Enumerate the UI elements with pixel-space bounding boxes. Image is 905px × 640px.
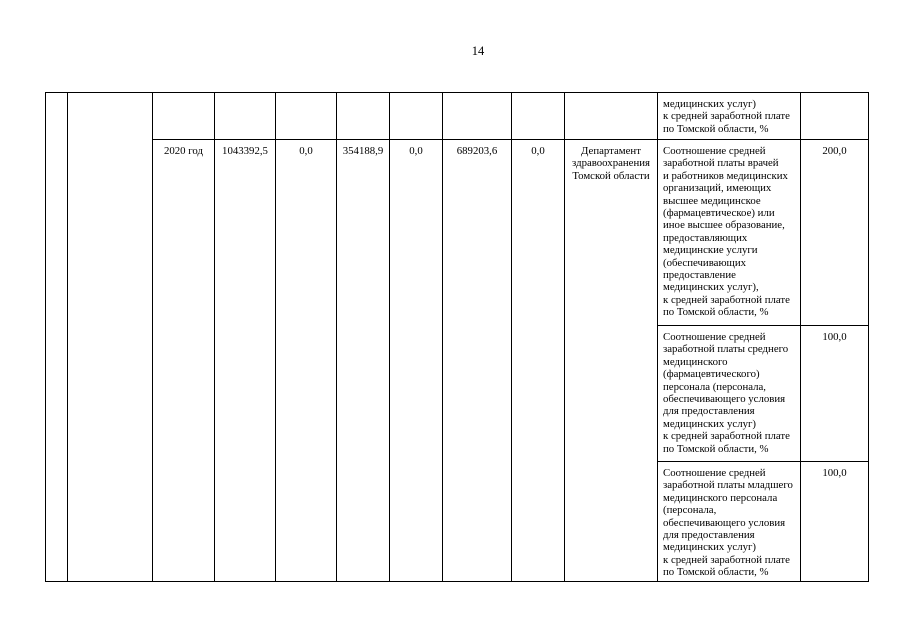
amount-cell: 689203,6 [443, 140, 512, 582]
empty-cell [46, 93, 68, 582]
empty-cell [215, 93, 276, 140]
amount-cell: 354188,9 [337, 140, 390, 582]
indicator-cell: медицинских услуг) к средней заработной плате по Томской области, % [658, 93, 801, 140]
indicator-value-cell: 200,0 [801, 140, 869, 326]
empty-cell [565, 93, 658, 140]
program-table [45, 92, 869, 582]
indicator-cell: Соотношение средней заработной платы врачей и работников медицинских организаций, имеющих высшее медицинское (фармацевтическое) или иное высшее образование, предоставляющих медицинские услуги (обеспечивающих предоставление медицинских услуг), к средней заработной плате по Томской области, % [658, 140, 801, 326]
empty-cell [153, 93, 215, 140]
executor-cell: Департамент здравоохранения Томской области [565, 140, 658, 582]
table-row [46, 93, 869, 140]
empty-cell [276, 93, 337, 140]
amount-cell: 1043392,5 [215, 140, 276, 582]
empty-cell [68, 93, 153, 582]
amount-cell: 0,0 [390, 140, 443, 582]
indicator-cell: Соотношение средней заработной платы младшего медицинского персонала (персонала, обеспечивающего условия для предоставления медицинских услуг) к средней заработной плате по Томской области, % [658, 462, 801, 582]
empty-cell [390, 93, 443, 140]
empty-cell [443, 93, 512, 140]
empty-cell [512, 93, 565, 140]
amount-cell: 0,0 [512, 140, 565, 582]
indicator-value-cell: 100,0 [801, 326, 869, 462]
empty-cell [337, 93, 390, 140]
table-row [46, 140, 869, 326]
year-cell: 2020 год [153, 140, 215, 582]
page-number: 14 [471, 44, 485, 58]
empty-cell [801, 93, 869, 140]
amount-cell: 0,0 [276, 140, 337, 582]
indicator-cell: Соотношение средней заработной платы среднего медицинского (фармацевтического) персонала (персонала, обеспечивающего условия для предоставления медицинских услуг) к средней заработной плате по Томской области, % [658, 326, 801, 462]
indicator-value-cell: 100,0 [801, 462, 869, 582]
